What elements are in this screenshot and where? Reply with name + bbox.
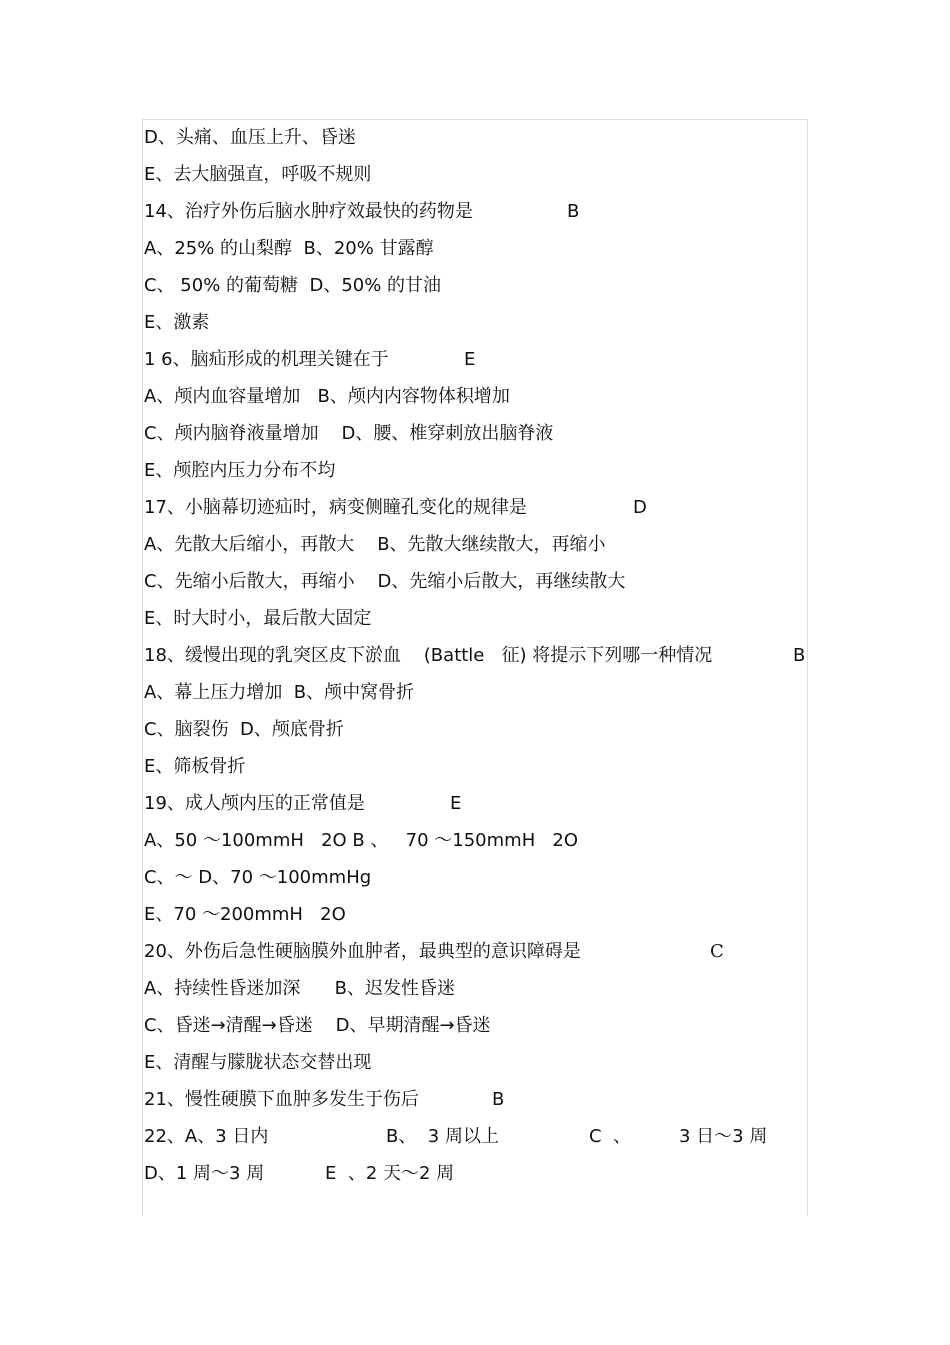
answer-17: D	[633, 497, 647, 518]
answer-19: E	[450, 793, 462, 814]
option-line: E、去大脑强直，呼吸不规则	[144, 164, 372, 185]
question-20: 20、外伤后急性硬脑膜外血肿者，最典型的意识障碍是	[144, 941, 581, 962]
option-line: A、50 ～100mmH 2O B 、 70 ～150mmH 2O	[144, 830, 579, 851]
answer-18: B	[793, 645, 806, 666]
option-line: C、 50% 的葡萄糖 D、50% 的甘油	[144, 275, 442, 296]
option-line: A、持续性昏迷加深 B、迟发性昏迷	[144, 978, 455, 999]
option-line: C、昏迷→清醒→昏迷 D、早期清醒→昏迷	[144, 1015, 491, 1036]
question-22-option-c-label: C 、	[589, 1126, 632, 1147]
answer-20: C	[710, 941, 724, 962]
option-line: A、颅内血容量增加 B、颅内内容物体积增加	[144, 386, 510, 407]
question-22-option-e: E 、2 天～2 周	[325, 1163, 455, 1184]
option-line: A、幕上压力增加 B、颅中窝骨折	[144, 682, 415, 703]
option-line: C、～ D、70 ～100mmHg	[144, 867, 372, 888]
question-17: 17、小脑幕切迹疝时，病变侧瞳孔变化的规律是	[144, 497, 527, 518]
question-14: 14、治疗外伤后脑水肿疗效最快的药物是	[144, 201, 473, 222]
option-line: E、颅腔内压力分布不均	[144, 460, 336, 481]
question-22-option-c: 3 日～3 周	[679, 1126, 768, 1147]
question-22-option-d: D、1 周～3 周	[144, 1163, 265, 1184]
option-line: D、头痛、血压上升、昏迷	[144, 127, 356, 148]
question-16: 1 6、脑疝形成的机理关键在于	[144, 349, 389, 370]
answer-14: B	[567, 201, 580, 222]
option-line: E、时大时小，最后散大固定	[144, 608, 372, 629]
option-line: E、激素	[144, 312, 210, 333]
option-line: A、25% 的山梨醇 B、20% 甘露醇	[144, 238, 434, 259]
option-line: C、颅内脑脊液量增加 D、腰、椎穿刺放出脑脊液	[144, 423, 554, 444]
question-21: 21、慢性硬膜下血肿多发生于伤后	[144, 1089, 419, 1110]
option-line: E、70 ～200mmH 2O	[144, 904, 346, 925]
option-line: A、先散大后缩小，再散大 B、先散大继续散大，再缩小	[144, 534, 606, 555]
question-18: 18、缓慢出现的乳突区皮下淤血 (Battle 征) 将提示下列哪一种情况	[144, 645, 713, 666]
question-19: 19、成人颅内压的正常值是	[144, 793, 365, 814]
question-22-option-a: 22、A、3 日内	[144, 1126, 269, 1147]
option-line: C、先缩小后散大，再缩小 D、先缩小后散大，再继续散大	[144, 571, 626, 592]
option-line: C、脑裂伤 D、颅底骨折	[144, 719, 344, 740]
option-line: E、筛板骨折	[144, 756, 246, 777]
answer-16: E	[464, 349, 476, 370]
option-line: E、清醒与朦胧状态交替出现	[144, 1052, 372, 1073]
answer-21: B	[492, 1089, 505, 1110]
question-22-option-b: B、 3 周以上	[386, 1126, 499, 1147]
